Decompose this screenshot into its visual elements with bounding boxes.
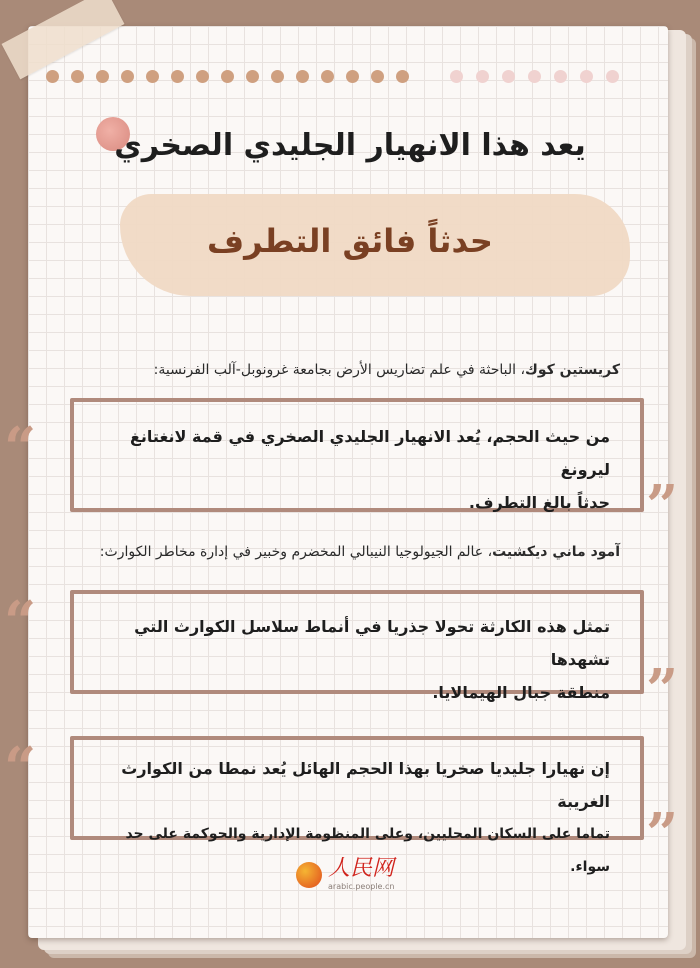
speaker-1 xyxy=(60,362,620,378)
people-daily-logo xyxy=(296,858,394,891)
logo-chinese: 人民网 xyxy=(328,856,395,881)
speaker-description: ، الباحثة في علم تضاريس الأرض بجامعة غرونوبل-آلب الفرنسية: xyxy=(153,362,525,378)
quote-2 xyxy=(90,610,610,709)
speaker-description: ، عالم الجيولوجيا النيبالي المخضرم وخبير في إدارة مخاطر الكوارث: xyxy=(99,544,493,560)
ring-holes-left xyxy=(46,70,409,83)
speaker-name: آمود ماني ديكشيت xyxy=(492,544,620,560)
logo-url: arabic.people.cn xyxy=(328,882,395,891)
speaker-2 xyxy=(60,544,620,560)
open-quote-icon: “ xyxy=(4,589,37,655)
page-title: يعد هذا الانهيار الجليدي الصخري xyxy=(114,128,586,163)
page-subtitle: حدثاً فائق التطرف xyxy=(207,222,493,260)
open-quote-icon: “ xyxy=(4,415,37,481)
quote-line: منطقة جبال الهيمالايا. xyxy=(432,683,610,702)
close-quote-icon: ” xyxy=(646,801,679,867)
open-quote-icon: “ xyxy=(4,735,37,801)
quote-line: حدثاً بالغ التطرف. xyxy=(468,493,610,512)
close-quote-icon: ” xyxy=(646,657,679,723)
speaker-name: كريستين كوك xyxy=(524,362,620,378)
quote-line: تماما على السكان المحليين، وعلى المنظومة الإدارية والحوكمة على حد سواء. xyxy=(125,826,610,875)
quote-1 xyxy=(90,420,610,519)
close-quote-icon: ” xyxy=(646,473,679,539)
quote-line: من حيث الحجم، يُعد الانهيار الجليدي الصخري في قمة لانغتانغ ليرونغ xyxy=(129,427,610,479)
ring-holes-right xyxy=(450,70,619,83)
quote-line: تمثل هذه الكارثة تحولا جذريا في أنماط سلاسل الكوارث التي تشهدها xyxy=(134,617,610,669)
logo-icon xyxy=(296,862,322,888)
quote-line: إن نهيارا جليديا صخريا بهذا الحجم الهائل يُعد نمطا من الكوارث الغريبة xyxy=(121,759,610,811)
